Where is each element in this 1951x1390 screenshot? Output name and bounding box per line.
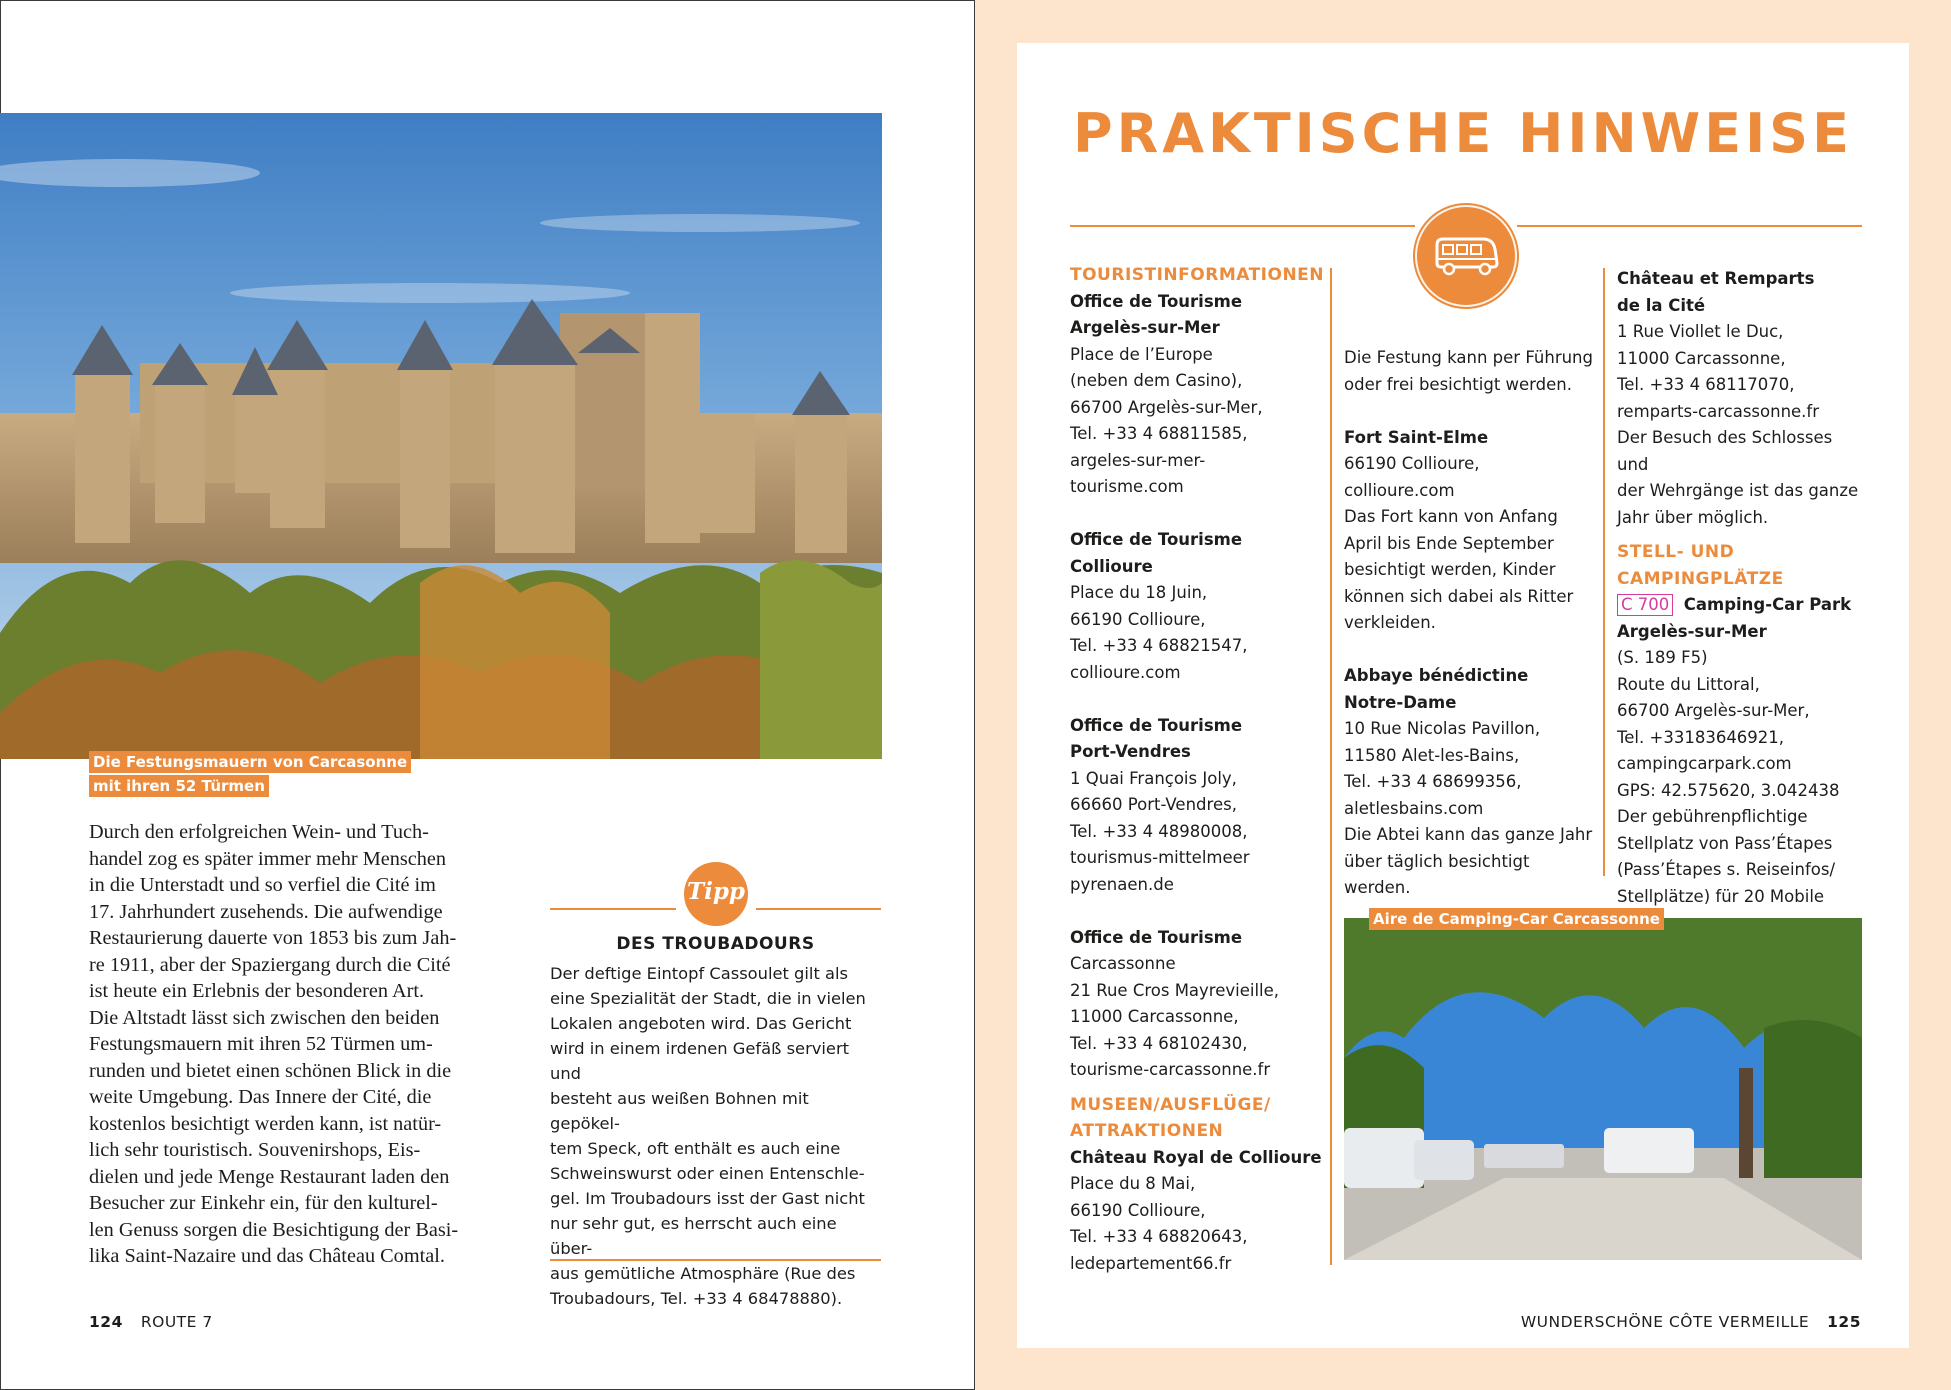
info-column-1 (1070, 262, 1330, 1277)
entry-line: verkleiden. (1344, 613, 1436, 632)
entry-line: tourisme.com (1070, 477, 1184, 496)
entry-line: 11000 Carcassonne, (1617, 348, 1786, 368)
body-line: lich sehr touristisch. Souvenirshops, Eis- (89, 1139, 421, 1161)
title-rule (1070, 225, 1415, 227)
entry-line: tourisme-carcassonne.fr (1070, 1060, 1271, 1079)
tipp-rule (756, 908, 881, 910)
entry-title: Château Royal de Collioure (1070, 1147, 1322, 1167)
photo-caption-line: Die Festungsmauern von Carcasonne (89, 751, 411, 773)
tipp-line: tem Speck, oft enthält es auch eine (550, 1139, 841, 1158)
body-line: Durch den erfolgreichen Wein- und Tuch- (89, 821, 429, 843)
entry-line: Jahr über möglich. (1617, 507, 1769, 527)
entry-line: 66700 Argelès-sur-Mer, (1070, 397, 1263, 417)
entry-line: aletlesbains.com (1344, 798, 1484, 818)
body-line: in die Unterstadt und so verfiel die Cité im (89, 874, 436, 896)
entry-line: argeles-sur-mer- (1070, 450, 1206, 470)
info-column-3 (1617, 266, 1865, 910)
entry-line: Tel. +33 4 68102430, (1070, 1033, 1248, 1053)
tipp-line: besteht aus weißen Bohnen mit gepökel- (550, 1089, 809, 1133)
entry-line: Carcassonne (1070, 954, 1176, 973)
route-label: ROUTE 7 (140, 1313, 213, 1331)
tipp-line: Schweinswurst oder einen Entenschle- (550, 1164, 865, 1183)
entry-line: 66190 Collioure, (1070, 609, 1206, 629)
entry-line: 66190 Collioure, (1344, 454, 1480, 473)
entry-line: (Pass’Étapes s. Reiseinfos/ (1617, 860, 1836, 879)
entry-line: 66660 Port-Vendres, (1070, 795, 1237, 814)
page-number: 124 (89, 1313, 123, 1331)
title-rule (1517, 225, 1862, 227)
entry-title: Office de Tourisme (1070, 927, 1243, 947)
photo-caption-line: Aire de Camping-Car Carcassonne (1369, 908, 1664, 930)
entry-line: Tel. +33 4 48980008, (1070, 821, 1248, 841)
entry-line: Place du 8 Mai, (1070, 1174, 1196, 1193)
entry-line: 66700 Argelès-sur-Mer, (1617, 701, 1810, 720)
tipp-rule (550, 908, 676, 910)
page-number: 125 (1827, 1313, 1861, 1331)
entry-line: 1 Quai François Joly, (1070, 768, 1237, 788)
entry-line: der Wehrgänge ist das ganze (1617, 481, 1859, 500)
tipp-line: nur sehr gut, es herrscht auch eine über- (550, 1214, 837, 1258)
tipp-title: DES TROUBADOURS (616, 934, 815, 954)
body-line: Festungsmauern mit ihren 52 Türmen um- (89, 1033, 433, 1055)
entry-title: Port-Vendres (1070, 742, 1191, 761)
entry-line: oder frei besichtigt werden. (1344, 374, 1573, 394)
section-heading: STELL- UND (1617, 542, 1735, 562)
body-line: len Genuss sorgen die Besichtigung der Basi- (89, 1218, 459, 1241)
campervan-icon (1413, 203, 1519, 309)
entry-line: Der Besuch des Schlosses und (1617, 428, 1833, 474)
entry-line: können sich dabei als Ritter (1344, 586, 1574, 606)
entry-title: Abbaye bénédictine (1344, 666, 1529, 685)
tipp-line: eine Spezialität der Stadt, die in vielen (550, 989, 866, 1008)
entry-line: Stellplätze) für 20 Mobile (1617, 886, 1825, 906)
entry-line: April bis Ende September (1344, 533, 1554, 553)
tipp-line: Lokalen angeboten wird. Das Gericht (550, 1014, 852, 1033)
entry-title: de la Cité (1617, 295, 1706, 315)
photo-caption-line: mit ihren 52 Türmen (89, 775, 269, 797)
entry-title: Fort Saint-Elme (1344, 427, 1489, 447)
column-divider (1330, 268, 1332, 1265)
info-column-2 (1344, 345, 1594, 902)
entry-line: campingcarpark.com (1617, 754, 1792, 773)
entry-line: (neben dem Casino), (1070, 371, 1243, 390)
entry-line: ledepartement66.fr (1070, 1253, 1232, 1273)
body-line: lika Saint-Nazaire und das Château Comtal. (89, 1245, 445, 1267)
tipp-line: wird in einem irdenen Gefäß serviert und (550, 1039, 850, 1083)
section-heading: CAMPINGPLÄTZE (1617, 568, 1784, 589)
entry-line: remparts-carcassonne.fr (1617, 401, 1820, 421)
body-line: kostenlos besichtigt werden kann, ist natür- (89, 1112, 442, 1135)
tipp-bottom-rule (550, 1259, 881, 1261)
entry-line: Der gebührenpflichtige (1617, 807, 1808, 826)
tipp-line: gel. Im Troubadours isst der Gast nicht (550, 1189, 865, 1208)
body-line: Restaurierung dauerte von 1853 bis zum Jah- (89, 927, 457, 949)
page-footer-right (1400, 1313, 1861, 1331)
body-line: runden und bietet einen schönen Blick in die (89, 1059, 452, 1082)
entry-line: collioure.com (1070, 662, 1181, 682)
tipp-line: Troubadours, Tel. +33 4 68478880). (550, 1289, 843, 1308)
entry-title: Office de Tourisme (1070, 715, 1243, 735)
section-heading: TOURISTINFORMATIONEN (1070, 265, 1325, 285)
tipp-line: aus gemütliche Atmosphäre (Rue des (550, 1264, 856, 1283)
body-line: Besucher zur Einkehr ein, für den kulturel- (89, 1192, 438, 1214)
entry-line: pyrenaen.de (1070, 874, 1174, 894)
entry-title: Office de Tourisme Collioure (1070, 530, 1243, 576)
entry-title: Argelès-sur-Mer (1617, 621, 1767, 641)
column-divider (1603, 268, 1605, 876)
entry-title: Argelès-sur-Mer (1070, 318, 1220, 337)
entry-line: Die Festung kann per Führung (1344, 348, 1593, 367)
body-line: Die Altstadt lässt sich zwischen den beiden (89, 1006, 440, 1029)
section-label: WUNDERSCHÖNE CÔTE VERMEILLE (1520, 1313, 1810, 1331)
body-line: dielen und jede Menge Restaurant laden den (89, 1165, 450, 1188)
entry-line: Stellplatz von Pass’Étapes (1617, 833, 1833, 853)
entry-line: Place du 18 Juin, (1070, 583, 1208, 602)
section-heading: MUSEEN/AUSFLÜGE/ (1070, 1094, 1271, 1115)
entry-line: besichtigt werden, Kinder (1344, 560, 1556, 579)
entry-line: 21 Rue Cros Mayrevieille, (1070, 980, 1280, 1000)
body-line: 17. Jahrhundert zusehends. Die aufwendige (89, 900, 443, 923)
entry-line: GPS: 42.575620, 3.042438 (1617, 780, 1840, 800)
body-line: weite Umgebung. Das Innere der Cité, die (89, 1086, 432, 1108)
body-line: ist heute ein Erlebnis der besonderen Art. (89, 980, 425, 1002)
entry-line: Tel. +33183646921, (1617, 727, 1785, 747)
tipp-line: Der deftige Eintopf Cassoulet gilt als (550, 964, 848, 983)
entry-line: 11580 Alet-les-Bains, (1344, 745, 1520, 765)
section-heading: ATTRAKTIONEN (1070, 1121, 1224, 1141)
entry-line: Route du Littoral, (1617, 674, 1760, 694)
entry-line: 11000 Carcassonne, (1070, 1007, 1239, 1026)
entry-title: Camping-Car Park (1683, 595, 1852, 614)
page-footer-left (89, 1313, 213, 1331)
body-line: re 1911, aber der Spaziergang durch die Cité (89, 953, 451, 976)
entry-title: Notre-Dame (1344, 692, 1457, 712)
page-title: PRAKTISCHE HINWEISE (1073, 102, 1853, 165)
body-text (89, 819, 472, 1270)
entry-line: 10 Rue Nicolas Pavillon, (1344, 719, 1541, 738)
entry-line: Die Abtei kann das ganze Jahr (1344, 825, 1593, 844)
map-reference: (S. 189 F5) (1617, 648, 1708, 667)
entry-line: 66190 Collioure, (1070, 1200, 1206, 1220)
map-code-badge: C 700 (1617, 594, 1673, 616)
entry-line: Tel. +33 4 68117070, (1617, 375, 1795, 394)
entry-line: Tel. +33 4 68811585, (1070, 424, 1248, 443)
entry-line: Tel. +33 4 68821547, (1070, 636, 1248, 655)
entry-line: 1 Rue Viollet le Duc, (1617, 322, 1784, 341)
entry-line: Tel. +33 4 68820643, (1070, 1227, 1248, 1246)
campsite-photo-caption (1369, 908, 1664, 930)
body-line: handel zog es später immer mehr Menschen (89, 847, 447, 870)
entry-line: Place de l’Europe (1070, 344, 1213, 364)
tipp-badge: Tipp (684, 862, 748, 926)
entry-title: Château et Remparts (1617, 269, 1815, 288)
carcassonne-fortress-photo (0, 113, 882, 759)
entry-line: tourismus-mittelmeer (1070, 848, 1250, 867)
entry-line: über täglich besichtigt werden. (1344, 851, 1530, 897)
entry-line: Das Fort kann von Anfang (1344, 507, 1558, 526)
entry-title: Office de Tourisme (1070, 291, 1243, 311)
campsite-photo (1344, 918, 1862, 1260)
photo-caption (89, 751, 411, 797)
entry-line: Tel. +33 4 68699356, (1344, 772, 1522, 791)
entry-line: collioure.com (1344, 480, 1455, 500)
